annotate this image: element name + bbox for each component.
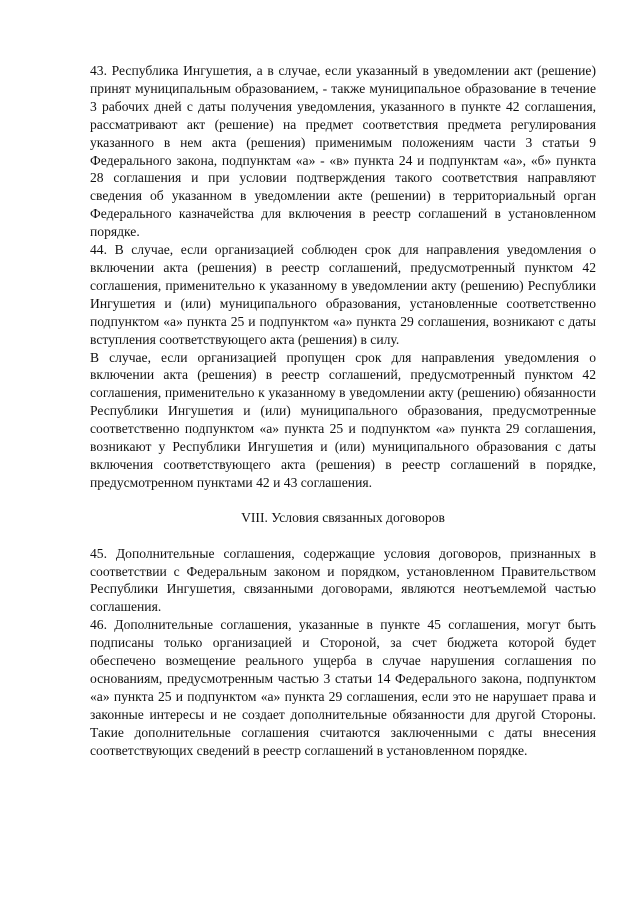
section-heading: VIII. Условия связанных договоров — [241, 509, 445, 525]
paragraph-43: 43. Республика Ингушетия, а в случае, если указанный в уведомлении акт (решение) принят муниципальным образованием, - также муниципальное образование в течение 3 рабочих дней с даты получения уведомления, указанного в пункте 42 соглашения, рассматривают акт (решение) на предмет соответствия предмета регулирования указанного в нем акта (решения) применимым положениям части 3 статьи 9 Федерального закона, подпунктам «а» - «в» пункта 24 и подпунктам «а», «б» пункта 28 соглашения и при условии подтверждения такого соответствия направляют сведения об указанном в уведомлении акте (решении) в территориальный орган Федерального казначейства для включения в реестр соглашений в установленном порядке. — [90, 63, 596, 240]
spacer — [90, 527, 596, 545]
paragraph-46: 46. Дополнительные соглашения, указанные в пункте 45 соглашения, могут быть подписаны только организацией и Стороной, за счет бюджета которой будет обеспечено возмещение реального ущерба в случае нарушения соглашения по основаниям, предусмотренным частью 3 статьи 14 Федерального закона, подпунктом «а» пункта 25 и подпунктом «а» пункта 29 соглашения, если это не нарушает права и законные интересы и не создает дополнительные обязанности для другой Стороны. Такие дополнительные соглашения считаются заключенными с даты внесения соответствующих сведений в реестр соглашений в установленном порядке. — [90, 617, 596, 758]
spacer — [90, 492, 596, 509]
paragraph-44: 44. В случае, если организацией соблюден срок для направления уведомления о включении акта (решения) в реестр соглашений, предусмотренный пунктом 42 соглашения, применительно к указанному в уведомлении акту (решению) Республики Ингушетия и (или) муниципального образования, установленные соответственно подпунктом «а» пункта 25 и подпунктом «а» пункта 29 соглашения, возникают с даты вступления соответствующего акта (решения) в силу. — [90, 242, 596, 347]
document-body — [90, 62, 596, 760]
paragraph-45: 45. Дополнительные соглашения, содержащие условия договоров, признанных в соответствии с Федеральным законом и порядком, установленном Правительством Республики Ингушетия, связанными договорами, являются неотъемлемой частью соглашения. — [90, 545, 596, 615]
paragraph-44-continuation: В случае, если организацией пропущен срок для направления уведомления о включении акта (решения) в реестр соглашений, предусмотренный пунктом 42 соглашения, применительно к указанному в уведомлении акту (решению) обязанности Республики Ингушетия и (или) муниципального образования, предусмотренные соответственно подпунктом «а» пункта 25 и подпунктом «а» пункта 29 соглашения, возникают у Республики Ингушетия и (или) муниципального образования с даты включения соответствующего акта (решения) в реестр соглашений в порядке, предусмотренном пунктами 42 и 43 соглашения. — [90, 349, 596, 490]
